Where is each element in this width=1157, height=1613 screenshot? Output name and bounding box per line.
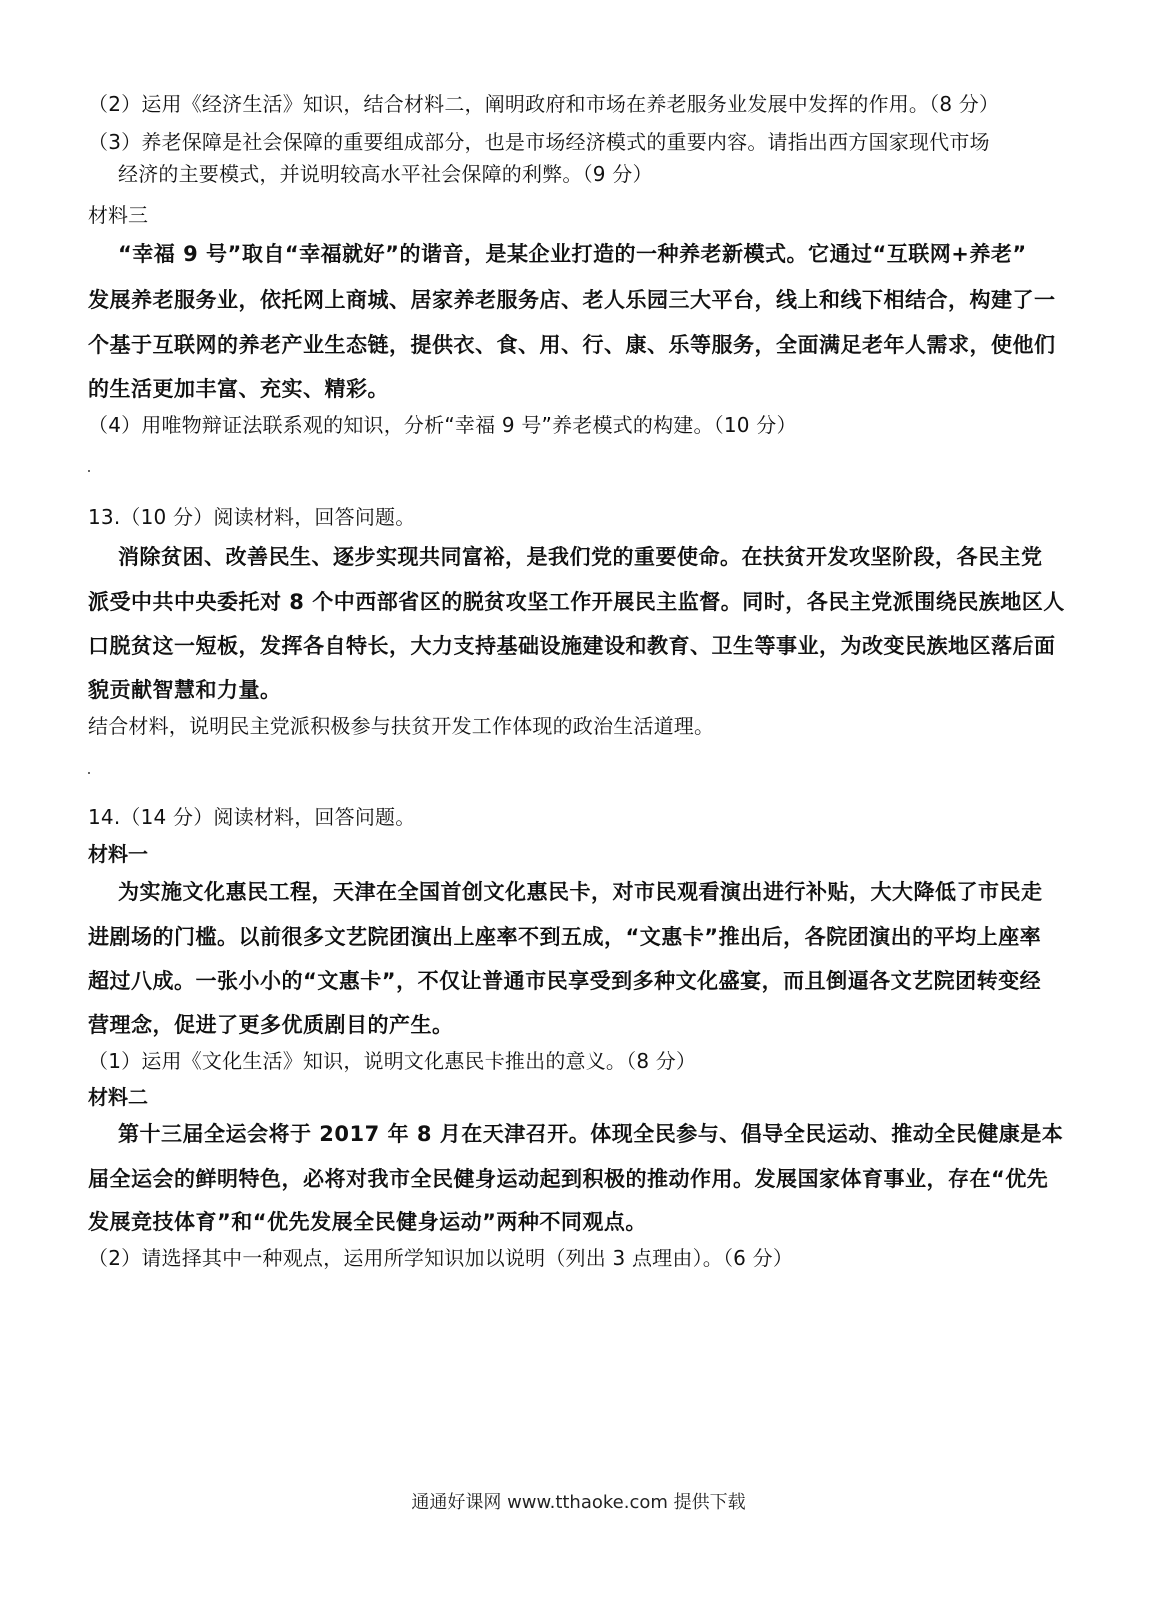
q12-sub3-line2: 经济的主要模式，并说明较高水平社会保障的利弊。（9 分） [118,162,653,186]
q14-material1-line-3: 超过八成。一张小小的“文惠卡”，不仅让普通市民享受到多种文化盛宴，而且倒逼各文艺院团转变经 [88,969,1042,993]
material3-line-2: 发展养老服务业，依托网上商城、居家养老服务店、老人乐园三大平台，线上和线下相结合，构建了一 [88,288,1056,312]
q12-sub3-line1: （3）养老保障是社会保障的重要组成部分，也是市场经济模式的重要内容。请指出西方国家现代市场 [88,130,990,154]
material3-line-1: “幸福 9 号”取自“幸福就好”的谐音，是某企业打造的一种养老新模式。它通过“互联网+养老” [118,242,1027,266]
q12-sub4: （4）用唯物辩证法联系观的知识，分析“幸福 9 号”养老模式的构建。（10 分） [88,413,797,437]
q14-material1-line-4: 营理念，促进了更多优质剧目的产生。 [88,1013,454,1037]
q14-material1-label: 材料一 [88,842,148,866]
q13-question: 结合材料，说明民主党派积极参与扶贫开发工作体现的政治生活道理。 [88,714,715,738]
q12-sub2: （2）运用《经济生活》知识，结合材料二，阐明政府和市场在养老服务业发展中发挥的作用。（8 分） [88,92,1000,116]
q14-sub2: （2）请选择其中一种观点，运用所学知识加以说明（列出 3 点理由）。（6 分） [88,1246,794,1270]
q13-material-line-1: 消除贫困、改善民生、逐步实现共同富裕，是我们党的重要使命。在扶贫开发攻坚阶段，各民主党 [118,545,1043,569]
page-footer: 通通好课网 www.tthaoke.com 提供下载 [411,1492,746,1513]
q14-material2-line-1: 第十三届全运会将于 2017 年 8 月在天津召开。体现全民参与、倡导全民运动、推动全民健康是本 [118,1122,1064,1146]
blank-marker [88,772,90,774]
q14-material2-line-3: 发展竞技体育”和“优先发展全民健身运动”两种不同观点。 [88,1210,647,1234]
q14-material2-line-2: 届全运会的鲜明特色，必将对我市全民健身运动起到积极的推动作用。发展国家体育事业，存在“优先 [88,1167,1049,1191]
q13-material-line-3: 口脱贫这一短板，发挥各自特长，大力支持基础设施建设和教育、卫生等事业，为改变民族地区落后面 [88,634,1056,658]
blank-marker [88,470,90,472]
q14-material1-line-1: 为实施文化惠民工程，天津在全国首创文化惠民卡，对市民观看演出进行补贴，大大降低了市民走 [118,880,1043,904]
q14-material1-line-2: 进剧场的门槛。以前很多文艺院团演出上座率不到五成，“文惠卡”推出后，各院团演出的平均上座率 [88,925,1042,949]
material3-label: 材料三 [88,203,148,227]
q14-header: 14.（14 分）阅读材料，回答问题。 [88,805,416,829]
q13-header: 13.（10 分）阅读材料，回答问题。 [88,505,416,529]
material3-line-3: 个基于互联网的养老产业生态链，提供衣、食、用、行、康、乐等服务，全面满足老年人需求，使他们 [88,333,1056,357]
material3-line-4: 的生活更加丰富、充实、精彩。 [88,377,389,401]
q14-sub1: （1）运用《文化生活》知识，说明文化惠民卡推出的意义。（8 分） [88,1049,697,1073]
q13-material-line-2: 派受中共中央委托对 8 个中西部省区的脱贫攻坚工作开展民主监督。同时，各民主党派围绕民族地区人 [88,590,1065,614]
q13-material-line-4: 貌贡献智慧和力量。 [88,678,282,702]
q14-material2-label: 材料二 [88,1085,148,1109]
